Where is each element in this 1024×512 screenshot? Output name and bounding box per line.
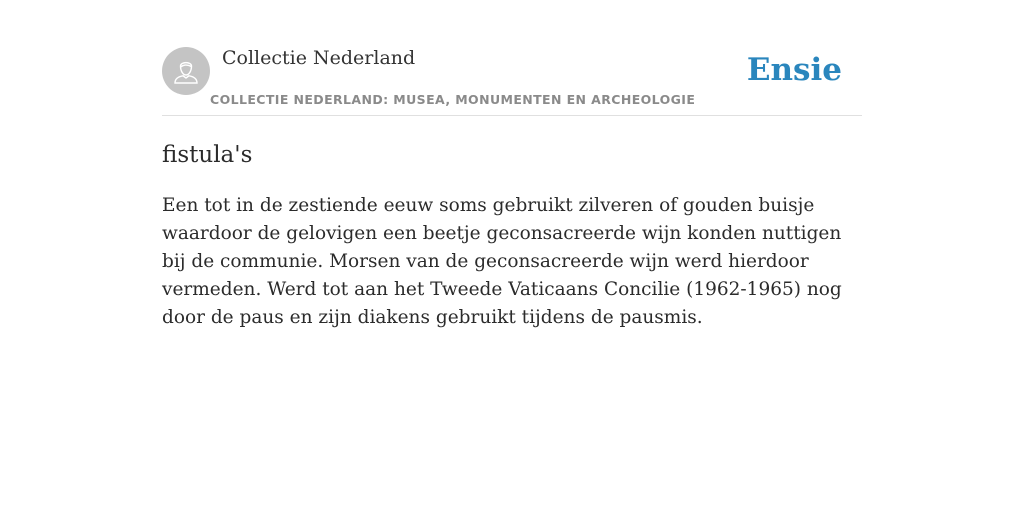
ensie-logo[interactable]: Ensie — [746, 52, 842, 88]
source-subtitle[interactable]: COLLECTIE NEDERLAND: MUSEA, MONUMENTEN EN ARCHEOLOGIE — [210, 92, 696, 107]
author-name[interactable]: Collectie Nederland — [222, 47, 416, 69]
entry-container — [162, 47, 862, 332]
entry-title: fistula's — [162, 142, 253, 168]
entry-definition: Een tot in de zestiende eeuw soms gebruikt zilveren of gouden buisje waardoor de gelovigen een beetje geconsacreerde wijn konden nuttigen bij de communie. Morsen van de geconsacreerde wijn werd hierdoor vermeden. Werd tot aan het Tweede Vaticaans Concilie (1962-1965) nog door de paus en zijn diakens gebruikt tijdens de pausmis. — [162, 195, 842, 328]
avatar[interactable] — [162, 47, 210, 95]
entry-header — [162, 47, 862, 116]
user-silhouette-icon — [171, 56, 201, 86]
